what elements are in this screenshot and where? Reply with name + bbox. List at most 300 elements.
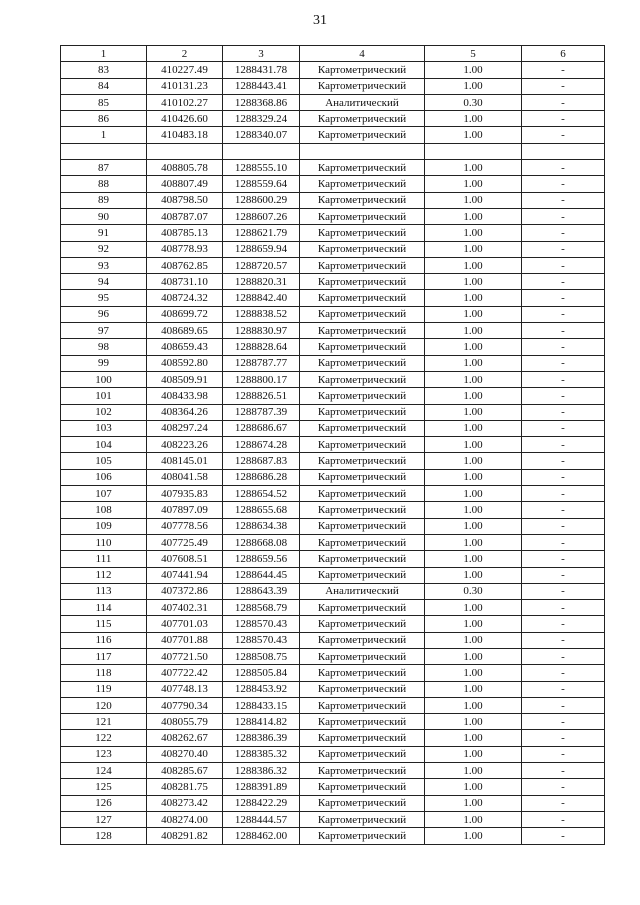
note-cell: -	[522, 192, 605, 208]
point-number-cell	[61, 143, 147, 159]
x-coordinate-cell: 410227.49	[147, 62, 223, 78]
method-cell: Картометрический	[300, 567, 425, 583]
table-row	[61, 697, 605, 713]
note-cell: -	[522, 648, 605, 664]
method-cell: Картометрический	[300, 632, 425, 648]
point-number-cell: 112	[61, 567, 147, 583]
accuracy-cell: 1.00	[425, 551, 522, 567]
accuracy-cell: 1.00	[425, 176, 522, 192]
accuracy-cell: 1.00	[425, 371, 522, 387]
accuracy-cell: 1.00	[425, 681, 522, 697]
x-coordinate-cell: 407372.86	[147, 583, 223, 599]
y-coordinate-cell: 1288820.31	[223, 274, 300, 290]
y-coordinate-cell: 1288559.64	[223, 176, 300, 192]
accuracy-cell: 1.00	[425, 795, 522, 811]
y-coordinate-cell: 1288570.43	[223, 632, 300, 648]
method-cell: Картометрический	[300, 730, 425, 746]
table-row	[61, 567, 605, 583]
note-cell: -	[522, 469, 605, 485]
table-row	[61, 127, 605, 143]
note-cell: -	[522, 632, 605, 648]
table-row	[61, 176, 605, 192]
method-cell: Картометрический	[300, 257, 425, 273]
point-number-cell: 118	[61, 665, 147, 681]
x-coordinate-cell: 408762.85	[147, 257, 223, 273]
method-cell: Картометрический	[300, 323, 425, 339]
note-cell: -	[522, 339, 605, 355]
method-cell: Картометрический	[300, 697, 425, 713]
accuracy-cell: 1.00	[425, 779, 522, 795]
y-coordinate-cell: 1288391.89	[223, 779, 300, 795]
point-number-cell: 97	[61, 323, 147, 339]
y-coordinate-cell: 1288644.45	[223, 567, 300, 583]
accuracy-cell: 1.00	[425, 420, 522, 436]
point-number-cell: 110	[61, 534, 147, 550]
table-row	[61, 192, 605, 208]
table-row	[61, 274, 605, 290]
point-number-cell: 119	[61, 681, 147, 697]
accuracy-cell: 1.00	[425, 632, 522, 648]
x-coordinate-cell: 408805.78	[147, 160, 223, 176]
note-cell: -	[522, 534, 605, 550]
note-cell: -	[522, 176, 605, 192]
point-number-cell: 124	[61, 763, 147, 779]
x-coordinate-cell: 407778.56	[147, 518, 223, 534]
note-cell: -	[522, 518, 605, 534]
point-number-cell: 88	[61, 176, 147, 192]
x-coordinate-cell: 408433.98	[147, 388, 223, 404]
accuracy-cell: 1.00	[425, 665, 522, 681]
method-cell: Картометрический	[300, 518, 425, 534]
accuracy-cell: 1.00	[425, 714, 522, 730]
y-coordinate-cell: 1288444.57	[223, 811, 300, 827]
y-coordinate-cell: 1288453.92	[223, 681, 300, 697]
method-cell: Картометрический	[300, 274, 425, 290]
point-number-cell: 101	[61, 388, 147, 404]
point-number-cell: 122	[61, 730, 147, 746]
table-row	[61, 323, 605, 339]
x-coordinate-cell: 408364.26	[147, 404, 223, 420]
method-cell: Картометрический	[300, 665, 425, 681]
method-cell: Картометрический	[300, 290, 425, 306]
accuracy-cell: 1.00	[425, 567, 522, 583]
y-coordinate-cell: 1288838.52	[223, 306, 300, 322]
table-row	[61, 551, 605, 567]
method-cell: Картометрический	[300, 437, 425, 453]
method-cell: Картометрический	[300, 306, 425, 322]
table-row	[61, 665, 605, 681]
accuracy-cell: 1.00	[425, 486, 522, 502]
method-cell: Картометрический	[300, 795, 425, 811]
point-number-cell: 89	[61, 192, 147, 208]
note-cell: -	[522, 62, 605, 78]
y-coordinate-cell: 1288386.32	[223, 763, 300, 779]
x-coordinate-cell: 410102.27	[147, 94, 223, 110]
point-number-cell: 102	[61, 404, 147, 420]
point-number-cell: 93	[61, 257, 147, 273]
table-row	[61, 811, 605, 827]
accuracy-cell	[425, 143, 522, 159]
method-cell: Аналитический	[300, 583, 425, 599]
y-coordinate-cell: 1288787.39	[223, 404, 300, 420]
y-coordinate-cell: 1288655.68	[223, 502, 300, 518]
x-coordinate-cell: 407790.34	[147, 697, 223, 713]
y-coordinate-cell: 1288568.79	[223, 600, 300, 616]
y-coordinate-cell: 1288828.64	[223, 339, 300, 355]
y-coordinate-cell: 1288340.07	[223, 127, 300, 143]
method-cell: Картометрический	[300, 192, 425, 208]
header-cell-1: 1	[61, 46, 147, 62]
note-cell: -	[522, 437, 605, 453]
point-number-cell: 105	[61, 453, 147, 469]
table-row	[61, 616, 605, 632]
method-cell: Картометрический	[300, 600, 425, 616]
table-row	[61, 143, 605, 159]
note-cell: -	[522, 127, 605, 143]
point-number-cell: 87	[61, 160, 147, 176]
note-cell: -	[522, 225, 605, 241]
point-number-cell: 85	[61, 94, 147, 110]
point-number-cell: 116	[61, 632, 147, 648]
y-coordinate-cell: 1288687.83	[223, 453, 300, 469]
x-coordinate-cell: 407402.31	[147, 600, 223, 616]
point-number-cell: 90	[61, 208, 147, 224]
method-cell: Картометрический	[300, 371, 425, 387]
x-coordinate-cell: 408041.58	[147, 469, 223, 485]
x-coordinate-cell: 408592.80	[147, 355, 223, 371]
accuracy-cell: 1.00	[425, 127, 522, 143]
y-coordinate-cell: 1288570.43	[223, 616, 300, 632]
x-coordinate-cell: 410426.60	[147, 111, 223, 127]
page-number: 31	[313, 13, 327, 28]
note-cell: -	[522, 714, 605, 730]
point-number-cell: 107	[61, 486, 147, 502]
accuracy-cell: 1.00	[425, 697, 522, 713]
method-cell: Картометрический	[300, 420, 425, 436]
table-row	[61, 94, 605, 110]
table-row	[61, 828, 605, 844]
note-cell: -	[522, 290, 605, 306]
accuracy-cell: 1.00	[425, 746, 522, 762]
method-cell: Картометрический	[300, 746, 425, 762]
method-cell: Картометрический	[300, 648, 425, 664]
x-coordinate-cell: 410483.18	[147, 127, 223, 143]
note-cell: -	[522, 795, 605, 811]
method-cell: Картометрический	[300, 534, 425, 550]
x-coordinate-cell: 408281.75	[147, 779, 223, 795]
point-number-cell: 1	[61, 127, 147, 143]
table-row	[61, 469, 605, 485]
point-number-cell: 106	[61, 469, 147, 485]
point-number-cell: 113	[61, 583, 147, 599]
x-coordinate-cell: 408778.93	[147, 241, 223, 257]
y-coordinate-cell: 1288826.51	[223, 388, 300, 404]
method-cell: Картометрический	[300, 828, 425, 844]
note-cell: -	[522, 111, 605, 127]
accuracy-cell: 1.00	[425, 355, 522, 371]
table-header	[61, 46, 605, 62]
table-row	[61, 355, 605, 371]
note-cell: -	[522, 616, 605, 632]
accuracy-cell: 1.00	[425, 78, 522, 94]
accuracy-cell: 1.00	[425, 62, 522, 78]
y-coordinate-cell: 1288686.28	[223, 469, 300, 485]
point-number-cell: 100	[61, 371, 147, 387]
table-row	[61, 714, 605, 730]
table-row	[61, 290, 605, 306]
accuracy-cell: 1.00	[425, 257, 522, 273]
accuracy-cell: 1.00	[425, 241, 522, 257]
point-number-cell: 121	[61, 714, 147, 730]
y-coordinate-cell: 1288659.94	[223, 241, 300, 257]
x-coordinate-cell: 407701.88	[147, 632, 223, 648]
point-number-cell: 128	[61, 828, 147, 844]
note-cell: -	[522, 502, 605, 518]
point-number-cell: 111	[61, 551, 147, 567]
y-coordinate-cell: 1288508.75	[223, 648, 300, 664]
table-row	[61, 486, 605, 502]
method-cell: Картометрический	[300, 811, 425, 827]
x-coordinate-cell: 408659.43	[147, 339, 223, 355]
method-cell: Картометрический	[300, 339, 425, 355]
point-number-cell: 109	[61, 518, 147, 534]
table-row	[61, 534, 605, 550]
table-row	[61, 371, 605, 387]
method-cell: Картометрический	[300, 779, 425, 795]
accuracy-cell: 1.00	[425, 225, 522, 241]
method-cell: Картометрический	[300, 127, 425, 143]
accuracy-cell: 1.00	[425, 600, 522, 616]
note-cell: -	[522, 453, 605, 469]
accuracy-cell: 1.00	[425, 404, 522, 420]
table-row	[61, 779, 605, 795]
y-coordinate-cell: 1288431.78	[223, 62, 300, 78]
x-coordinate-cell: 407441.94	[147, 567, 223, 583]
x-coordinate-cell: 408798.50	[147, 192, 223, 208]
point-number-cell: 115	[61, 616, 147, 632]
x-coordinate-cell: 408689.65	[147, 323, 223, 339]
point-number-cell: 123	[61, 746, 147, 762]
x-coordinate-cell: 408273.42	[147, 795, 223, 811]
x-coordinate-cell: 408262.67	[147, 730, 223, 746]
table-row	[61, 681, 605, 697]
y-coordinate-cell: 1288654.52	[223, 486, 300, 502]
x-coordinate-cell: 407608.51	[147, 551, 223, 567]
method-cell: Картометрический	[300, 616, 425, 632]
accuracy-cell: 1.00	[425, 437, 522, 453]
x-coordinate-cell: 407722.42	[147, 665, 223, 681]
table-row	[61, 62, 605, 78]
accuracy-cell: 1.00	[425, 616, 522, 632]
accuracy-cell: 1.00	[425, 648, 522, 664]
accuracy-cell: 1.00	[425, 763, 522, 779]
note-cell: -	[522, 241, 605, 257]
x-coordinate-cell: 407721.50	[147, 648, 223, 664]
note-cell: -	[522, 371, 605, 387]
method-cell: Картометрический	[300, 388, 425, 404]
table-row	[61, 795, 605, 811]
note-cell: -	[522, 78, 605, 94]
accuracy-cell: 1.00	[425, 323, 522, 339]
note-cell: -	[522, 811, 605, 827]
method-cell: Картометрический	[300, 453, 425, 469]
accuracy-cell: 0.30	[425, 583, 522, 599]
accuracy-cell: 1.00	[425, 811, 522, 827]
method-cell: Картометрический	[300, 225, 425, 241]
y-coordinate-cell: 1288368.86	[223, 94, 300, 110]
y-coordinate-cell: 1288787.77	[223, 355, 300, 371]
point-number-cell: 94	[61, 274, 147, 290]
note-cell: -	[522, 551, 605, 567]
y-coordinate-cell: 1288668.08	[223, 534, 300, 550]
coordinates-table	[60, 45, 605, 845]
table-row	[61, 632, 605, 648]
note-cell: -	[522, 420, 605, 436]
method-cell: Картометрический	[300, 355, 425, 371]
point-number-cell: 104	[61, 437, 147, 453]
accuracy-cell: 1.00	[425, 534, 522, 550]
accuracy-cell: 1.00	[425, 518, 522, 534]
table-row	[61, 600, 605, 616]
note-cell: -	[522, 323, 605, 339]
y-coordinate-cell: 1288329.24	[223, 111, 300, 127]
table-body	[61, 62, 605, 844]
x-coordinate-cell: 408297.24	[147, 420, 223, 436]
method-cell: Картометрический	[300, 241, 425, 257]
note-cell: -	[522, 160, 605, 176]
x-coordinate-cell: 408145.01	[147, 453, 223, 469]
point-number-cell: 125	[61, 779, 147, 795]
note-cell: -	[522, 665, 605, 681]
accuracy-cell: 1.00	[425, 453, 522, 469]
method-cell: Картометрический	[300, 502, 425, 518]
point-number-cell: 92	[61, 241, 147, 257]
point-number-cell: 127	[61, 811, 147, 827]
y-coordinate-cell: 1288659.56	[223, 551, 300, 567]
method-cell	[300, 143, 425, 159]
y-coordinate-cell: 1288643.39	[223, 583, 300, 599]
note-cell: -	[522, 208, 605, 224]
point-number-cell: 95	[61, 290, 147, 306]
table-row	[61, 225, 605, 241]
accuracy-cell: 1.00	[425, 730, 522, 746]
method-cell: Картометрический	[300, 681, 425, 697]
note-cell: -	[522, 681, 605, 697]
point-number-cell: 99	[61, 355, 147, 371]
method-cell: Картометрический	[300, 551, 425, 567]
x-coordinate-cell: 407935.83	[147, 486, 223, 502]
point-number-cell: 91	[61, 225, 147, 241]
method-cell: Картометрический	[300, 78, 425, 94]
y-coordinate-cell: 1288443.41	[223, 78, 300, 94]
header-cell-2: 2	[147, 46, 223, 62]
y-coordinate-cell: 1288674.28	[223, 437, 300, 453]
x-coordinate-cell: 407748.13	[147, 681, 223, 697]
x-coordinate-cell: 408785.13	[147, 225, 223, 241]
point-number-cell: 96	[61, 306, 147, 322]
y-coordinate-cell: 1288842.40	[223, 290, 300, 306]
method-cell: Картометрический	[300, 111, 425, 127]
point-number-cell: 103	[61, 420, 147, 436]
note-cell: -	[522, 257, 605, 273]
accuracy-cell: 1.00	[425, 208, 522, 224]
point-number-cell: 117	[61, 648, 147, 664]
x-coordinate-cell: 407701.03	[147, 616, 223, 632]
note-cell: -	[522, 567, 605, 583]
table-row	[61, 420, 605, 436]
x-coordinate-cell: 408787.07	[147, 208, 223, 224]
y-coordinate-cell: 1288555.10	[223, 160, 300, 176]
y-coordinate-cell: 1288830.97	[223, 323, 300, 339]
x-coordinate-cell: 408223.26	[147, 437, 223, 453]
note-cell: -	[522, 274, 605, 290]
accuracy-cell: 1.00	[425, 111, 522, 127]
note-cell: -	[522, 94, 605, 110]
method-cell: Картометрический	[300, 208, 425, 224]
y-coordinate-cell: 1288607.26	[223, 208, 300, 224]
table-row	[61, 730, 605, 746]
point-number-cell: 98	[61, 339, 147, 355]
y-coordinate-cell: 1288414.82	[223, 714, 300, 730]
y-coordinate-cell: 1288800.17	[223, 371, 300, 387]
method-cell: Картометрический	[300, 469, 425, 485]
accuracy-cell: 1.00	[425, 339, 522, 355]
accuracy-cell: 1.00	[425, 469, 522, 485]
header-cell-5: 5	[425, 46, 522, 62]
table-row	[61, 160, 605, 176]
x-coordinate-cell: 408055.79	[147, 714, 223, 730]
point-number-cell: 108	[61, 502, 147, 518]
table-row	[61, 453, 605, 469]
x-coordinate-cell: 410131.23	[147, 78, 223, 94]
method-cell: Картометрический	[300, 176, 425, 192]
y-coordinate-cell: 1288505.84	[223, 665, 300, 681]
y-coordinate-cell: 1288600.29	[223, 192, 300, 208]
table-row	[61, 388, 605, 404]
table-row	[61, 111, 605, 127]
y-coordinate-cell: 1288385.32	[223, 746, 300, 762]
note-cell: -	[522, 697, 605, 713]
point-number-cell: 120	[61, 697, 147, 713]
accuracy-cell: 1.00	[425, 274, 522, 290]
table-row	[61, 404, 605, 420]
accuracy-cell: 1.00	[425, 306, 522, 322]
table-row	[61, 648, 605, 664]
table-row	[61, 437, 605, 453]
accuracy-cell: 0.30	[425, 94, 522, 110]
y-coordinate-cell: 1288720.57	[223, 257, 300, 273]
table-row	[61, 746, 605, 762]
point-number-cell: 86	[61, 111, 147, 127]
method-cell: Картометрический	[300, 714, 425, 730]
note-cell: -	[522, 600, 605, 616]
note-cell: -	[522, 486, 605, 502]
point-number-cell: 83	[61, 62, 147, 78]
y-coordinate-cell	[223, 143, 300, 159]
x-coordinate-cell: 408291.82	[147, 828, 223, 844]
x-coordinate-cell: 408731.10	[147, 274, 223, 290]
note-cell	[522, 143, 605, 159]
accuracy-cell: 1.00	[425, 828, 522, 844]
note-cell: -	[522, 583, 605, 599]
table-row	[61, 518, 605, 534]
header-row	[61, 46, 605, 62]
note-cell: -	[522, 763, 605, 779]
header-cell-6: 6	[522, 46, 605, 62]
x-coordinate-cell: 408807.49	[147, 176, 223, 192]
method-cell: Картометрический	[300, 404, 425, 420]
x-coordinate-cell: 408274.00	[147, 811, 223, 827]
